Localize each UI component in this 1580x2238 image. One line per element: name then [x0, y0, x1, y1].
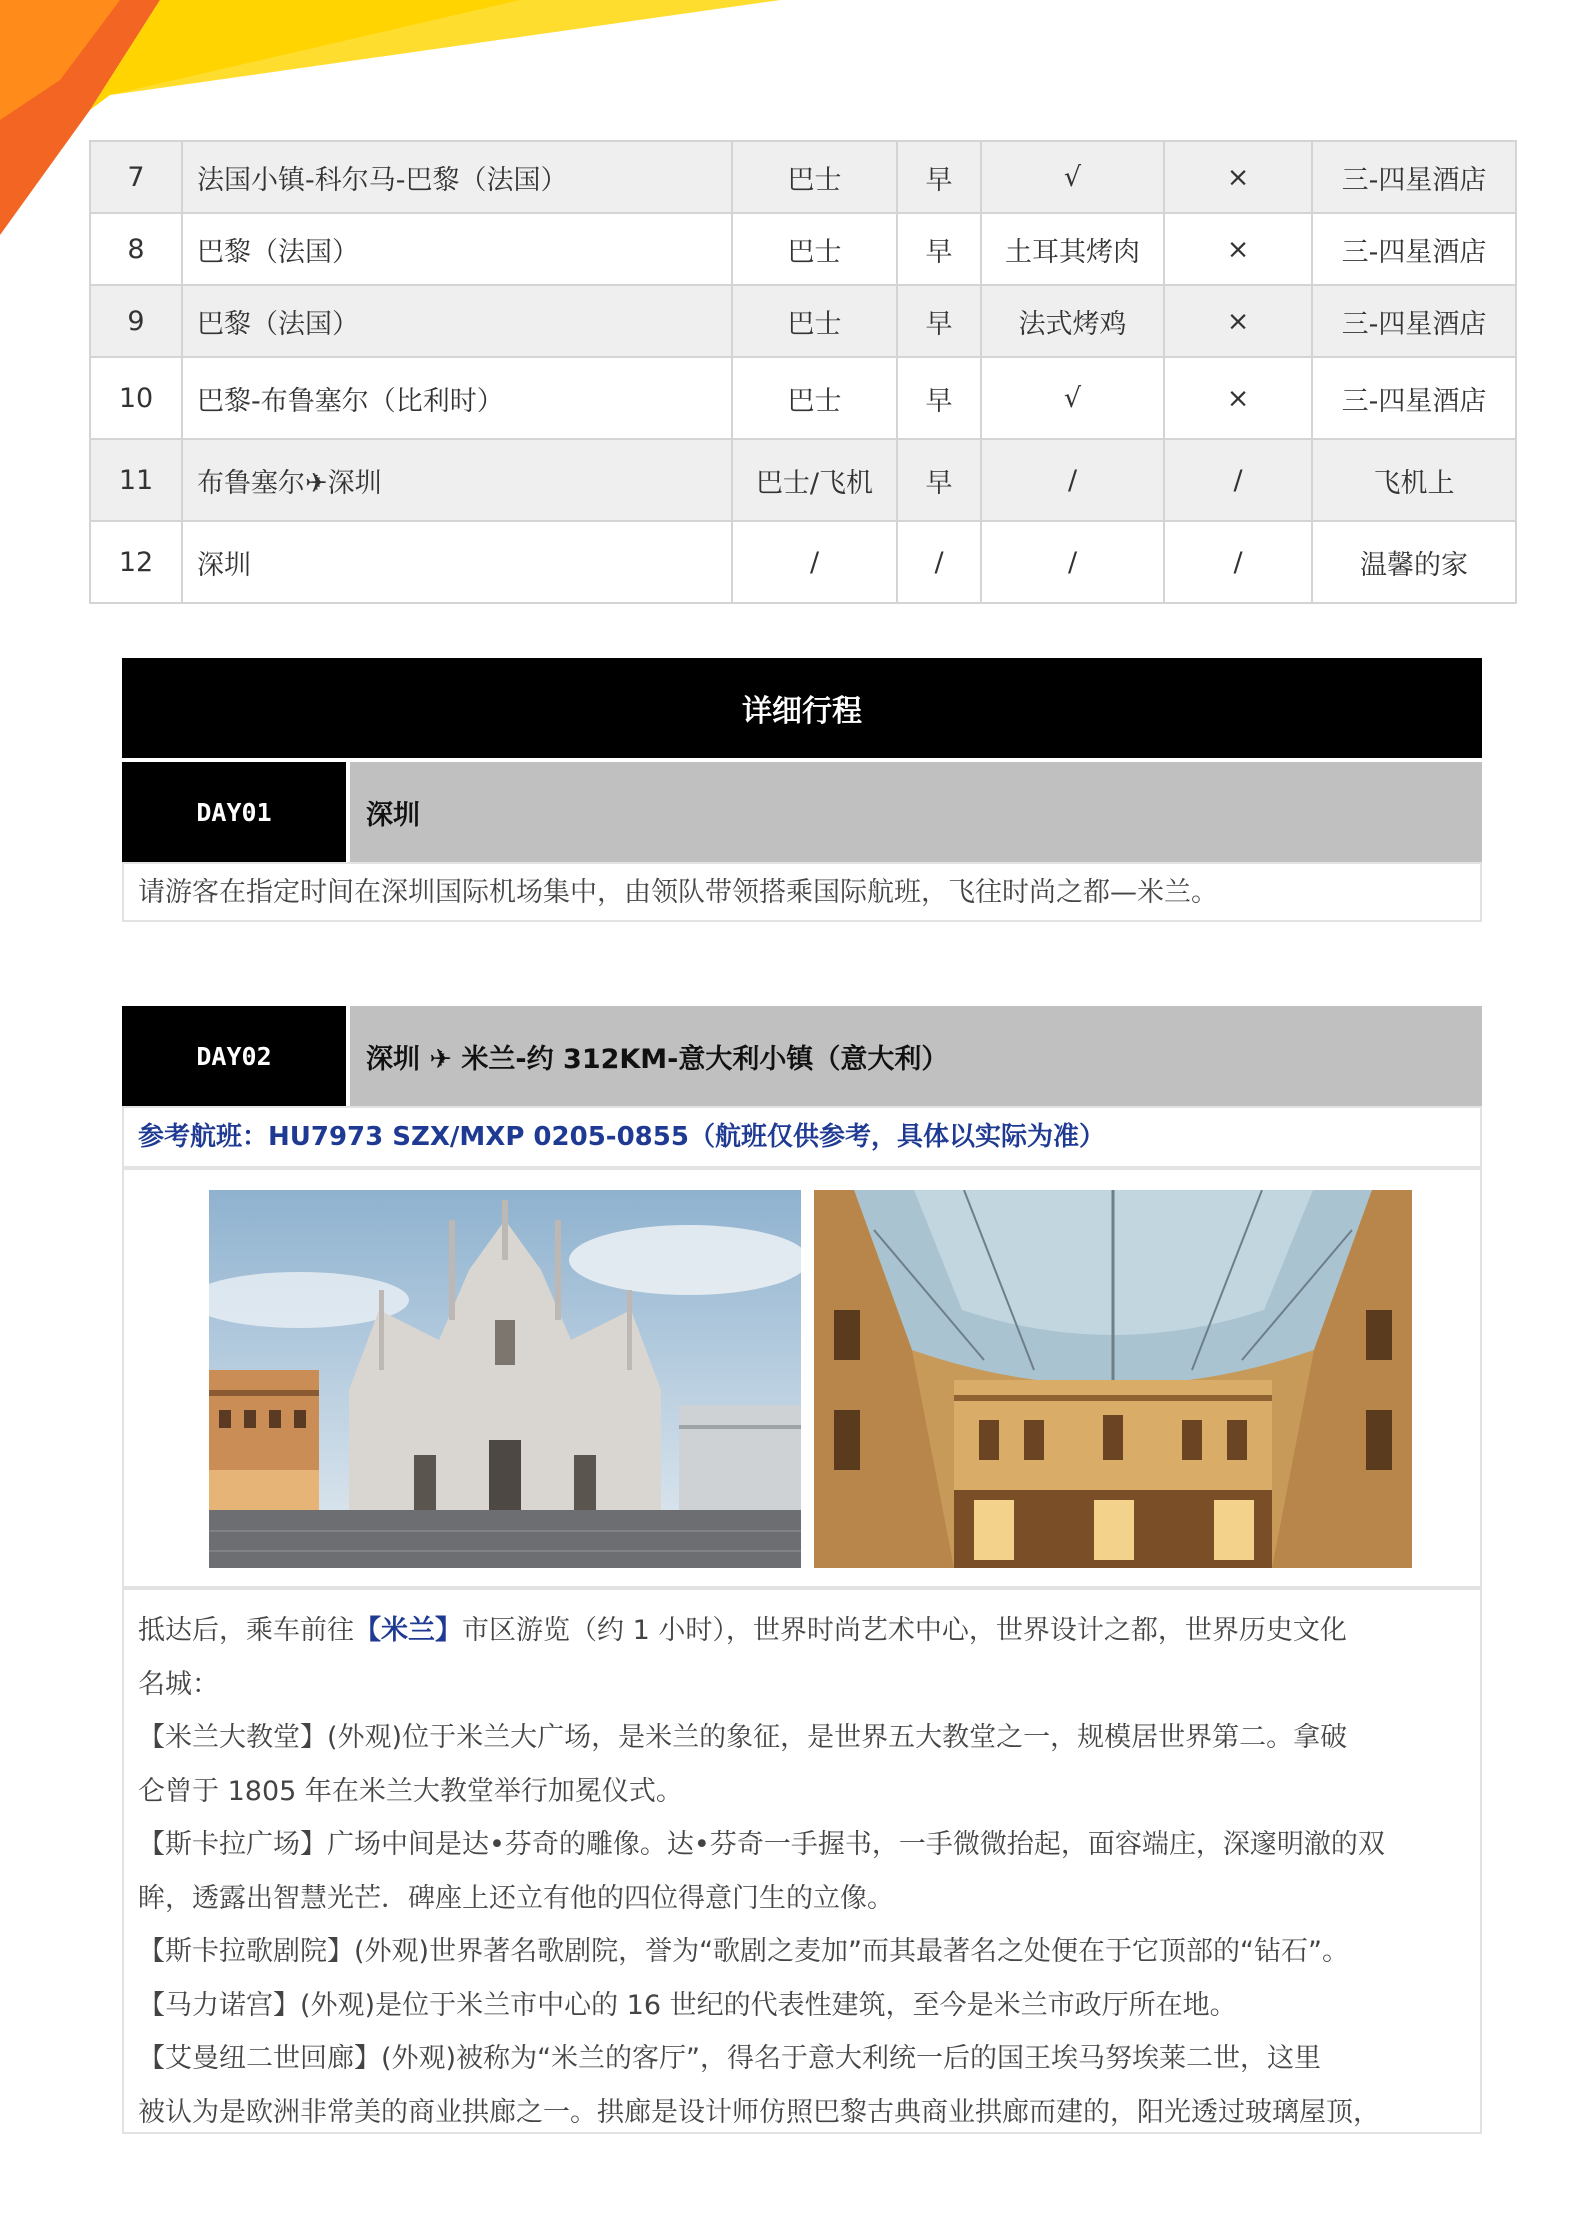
paragraph-line: 眸，透露出智慧光芒．碑座上还立有他的四位得意门生的立像。 [138, 1882, 894, 1914]
breakfast-cell: / [897, 521, 981, 603]
hotel-cell: 温馨的家 [1312, 521, 1516, 603]
highlight-milan: 【米兰】 [354, 1615, 462, 1646]
text-segment: 市区游览（约 1 小时），世界时尚艺术中心，世界设计之都，世界历史文化 [462, 1615, 1347, 1646]
text-segment: 抵达后，乘车前往 [138, 1615, 354, 1646]
hotel-cell: 三-四星酒店 [1312, 357, 1516, 439]
paragraph-line: 【马力诺宫】(外观)是位于米兰市中心的 16 世纪的代表性建筑，至今是米兰市政厅所在地。 [138, 1989, 1237, 2021]
day2-label: DAY02 [122, 1006, 346, 1106]
route-cell: 巴黎-布鲁塞尔（比利时） [182, 357, 732, 439]
paragraph-line: 名城： [138, 1668, 219, 1700]
paragraph-line: 被认为是欧洲非常美的商业拱廊之一。拱廊是设计师仿照巴黎古典商业拱廊而建的，阳光透过玻璃屋顶， [138, 2096, 1380, 2128]
breakfast-cell: 早 [897, 439, 981, 521]
route-cell: 布鲁塞尔✈深圳 [182, 439, 732, 521]
breakfast-cell: 早 [897, 357, 981, 439]
table-row [90, 357, 1516, 439]
day1-label: DAY01 [122, 762, 346, 862]
transport-cell: 巴士 [732, 357, 897, 439]
transport-cell: 巴士/飞机 [732, 439, 897, 521]
dinner-cell: / [1164, 439, 1312, 521]
route-cell: 深圳 [182, 521, 732, 603]
table-row [90, 213, 1516, 285]
breakfast-cell: 早 [897, 213, 981, 285]
day2-bar [122, 1006, 1482, 1106]
route-cell: 巴黎（法国） [182, 285, 732, 357]
day-number-cell: 10 [90, 357, 182, 439]
table-row [90, 439, 1516, 521]
milan-cathedral-photo [209, 1190, 801, 1568]
dinner-cell: / [1164, 521, 1312, 603]
hotel-cell: 三-四星酒店 [1312, 213, 1516, 285]
paragraph-line: 【斯卡拉歌剧院】(外观)世界著名歌剧院，誉为“歌剧之麦加”而其最著名之处便在于它顶部的“钻石”。 [138, 1936, 1350, 1967]
route-cell: 法国小镇-科尔马-巴黎（法国） [182, 141, 732, 213]
day2-description [122, 1588, 1482, 2134]
transport-cell: 巴士 [732, 285, 897, 357]
dinner-cell: × [1164, 357, 1312, 439]
hotel-cell: 飞机上 [1312, 439, 1516, 521]
lunch-cell: 土耳其烤肉 [981, 213, 1164, 285]
galleria-vittorio-emanuele-photo [814, 1190, 1412, 1568]
day-number-cell: 9 [90, 285, 182, 357]
day1-title: 深圳 [350, 762, 1482, 862]
day2-title: 深圳 ✈ 米兰-约 312KM-意大利小镇（意大利） [350, 1006, 1482, 1106]
route-cell: 巴黎（法国） [182, 213, 732, 285]
lunch-cell: 法式烤鸡 [981, 285, 1164, 357]
lunch-cell: / [981, 521, 1164, 603]
day-number-cell: 7 [90, 141, 182, 213]
table-row [90, 285, 1516, 357]
paragraph-line: 【艾曼纽二世回廊】(外观)被称为“米兰的客厅”，得名于意大利统一后的国王埃马努埃莱二世，这里 [138, 2043, 1322, 2074]
day1-description: 请游客在指定时间在深圳国际机场集中，由领队带领搭乘国际航班，飞往时尚之都—米兰。 [122, 862, 1482, 922]
paragraph-line: 仑曾于 1805 年在米兰大教堂举行加冕仪式。 [138, 1775, 683, 1807]
lunch-cell: √ [981, 357, 1164, 439]
table-row [90, 521, 1516, 603]
detail-itinerary-header: 详细行程 [122, 658, 1482, 758]
dinner-cell: × [1164, 285, 1312, 357]
dinner-cell: × [1164, 213, 1312, 285]
transport-cell: 巴士 [732, 141, 897, 213]
photo-row [122, 1168, 1482, 1588]
day-number-cell: 11 [90, 439, 182, 521]
day1-bar [122, 762, 1482, 862]
breakfast-cell: 早 [897, 285, 981, 357]
hotel-cell: 三-四星酒店 [1312, 141, 1516, 213]
itinerary-summary-table [89, 140, 1517, 604]
flight-info: 参考航班：HU7973 SZX/MXP 0205-0855（航班仅供参考，具体以实际为准） [122, 1106, 1482, 1168]
lunch-cell: √ [981, 141, 1164, 213]
hotel-cell: 三-四星酒店 [1312, 285, 1516, 357]
table-row [90, 141, 1516, 213]
day-number-cell: 12 [90, 521, 182, 603]
paragraph-line: 【斯卡拉广场】广场中间是达•芬奇的雕像。达•芬奇一手握书，一手微微抬起，面容端庄，深邃明澈的双 [138, 1829, 1385, 1860]
dinner-cell: × [1164, 141, 1312, 213]
paragraph-line: 【米兰大教堂】(外观)位于米兰大广场，是米兰的象征，是世界五大教堂之一，规模居世界第二。拿破 [138, 1722, 1348, 1753]
lunch-cell: / [981, 439, 1164, 521]
transport-cell: / [732, 521, 897, 603]
paragraph-line [138, 1604, 1468, 1658]
breakfast-cell: 早 [897, 141, 981, 213]
day-number-cell: 8 [90, 213, 182, 285]
transport-cell: 巴士 [732, 213, 897, 285]
